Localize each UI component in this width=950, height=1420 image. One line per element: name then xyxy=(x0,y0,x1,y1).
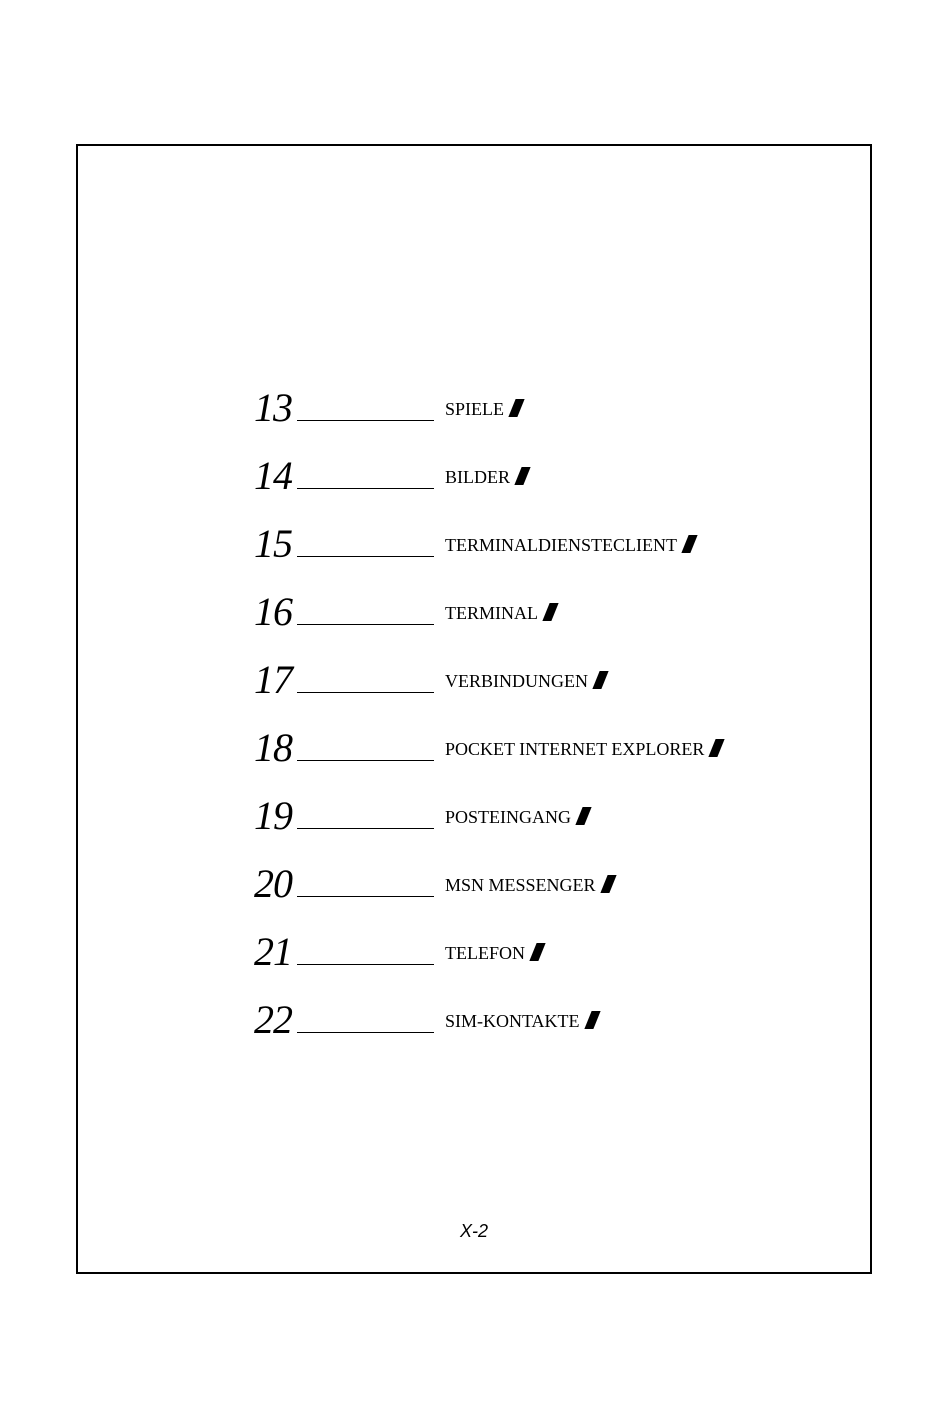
slash-mark-icon xyxy=(575,807,591,825)
fill-in-line xyxy=(297,556,434,557)
slash-mark-icon xyxy=(542,603,558,621)
entry-number: 18 xyxy=(254,725,292,770)
entry-number: 20 xyxy=(254,861,292,906)
fill-in-line xyxy=(297,692,434,693)
entry-16 xyxy=(254,588,854,636)
entry-label-text: MSN MESSENGER xyxy=(445,875,596,895)
entry-label xyxy=(445,738,721,760)
entry-label-text: TELEFON xyxy=(445,943,525,963)
entry-19 xyxy=(254,792,854,840)
fill-in-line xyxy=(297,488,434,489)
fill-in-line xyxy=(297,420,434,421)
entry-label-text: POSTEINGANG xyxy=(445,807,571,827)
entry-label xyxy=(445,602,555,624)
slash-mark-icon xyxy=(681,535,697,553)
slash-mark-icon xyxy=(600,875,616,893)
page-frame xyxy=(76,144,872,1274)
entry-label xyxy=(445,874,613,896)
entry-number: 13 xyxy=(254,385,292,430)
slash-mark-icon xyxy=(592,671,608,689)
entry-label xyxy=(445,670,605,692)
entry-17 xyxy=(254,656,854,704)
entry-number: 16 xyxy=(254,589,292,634)
slash-mark-icon xyxy=(514,467,530,485)
entry-label-text: TERMINALDIENSTECLIENT xyxy=(445,535,677,555)
entry-label xyxy=(445,534,694,556)
entry-label-text: TERMINAL xyxy=(445,603,538,623)
entry-number: 17 xyxy=(254,657,292,702)
entry-label-text: BILDER xyxy=(445,467,510,487)
entry-number: 21 xyxy=(254,929,292,974)
entry-number: 19 xyxy=(254,793,292,838)
fill-in-line xyxy=(297,964,434,965)
slash-mark-icon xyxy=(584,1011,600,1029)
entry-label-text: SPIELE xyxy=(445,399,505,419)
entry-label xyxy=(445,942,542,964)
entry-label xyxy=(445,806,588,828)
page-number: X-2 xyxy=(459,1221,488,1241)
entry-15 xyxy=(254,520,854,568)
fill-in-line xyxy=(297,760,434,761)
entry-label-text: POCKET INTERNET EXPLORER xyxy=(445,739,705,759)
fill-in-line xyxy=(297,624,434,625)
entry-number: 15 xyxy=(254,521,292,566)
entry-number: 22 xyxy=(254,997,292,1042)
entry-22 xyxy=(254,996,854,1044)
slash-mark-icon xyxy=(529,943,545,961)
fill-in-line xyxy=(297,896,434,897)
slash-mark-icon xyxy=(508,399,524,417)
entry-label xyxy=(445,398,521,420)
entry-label xyxy=(445,466,527,488)
entry-label-text: VERBINDUNGEN xyxy=(445,671,588,691)
entry-label-text: SIM-KONTAKTE xyxy=(445,1011,580,1031)
entry-18 xyxy=(254,724,854,772)
entry-label xyxy=(445,1010,597,1032)
fill-in-line xyxy=(297,1032,434,1033)
entry-20 xyxy=(254,860,854,908)
entry-list xyxy=(78,146,870,1272)
entry-13 xyxy=(254,384,854,432)
entry-14 xyxy=(254,452,854,500)
slash-mark-icon xyxy=(709,739,725,757)
entry-number: 14 xyxy=(254,453,292,498)
entry-21 xyxy=(254,928,854,976)
fill-in-line xyxy=(297,828,434,829)
